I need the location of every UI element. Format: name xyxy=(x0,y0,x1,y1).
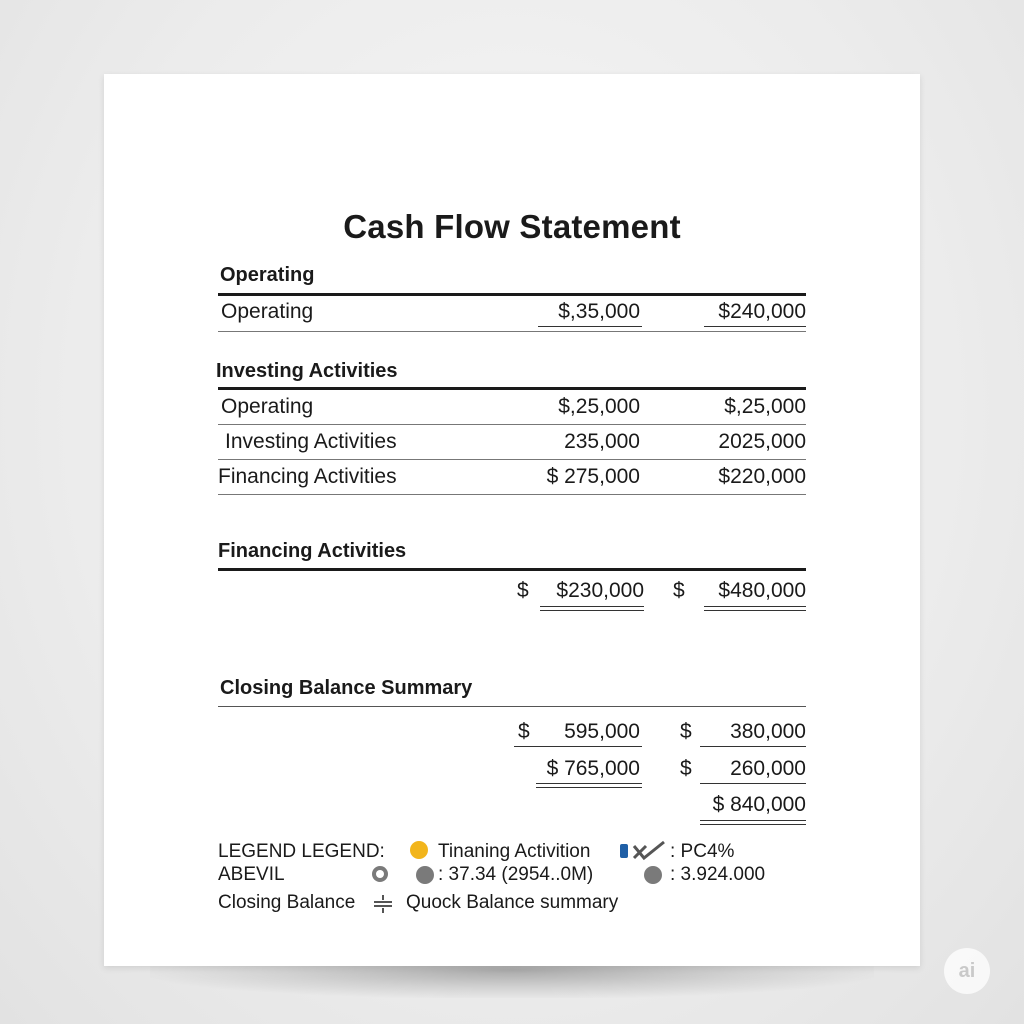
double-underline xyxy=(536,787,642,788)
underline xyxy=(700,783,806,784)
row-divider xyxy=(218,424,806,425)
row-divider xyxy=(218,331,806,332)
legend-item: : PC4% xyxy=(670,841,735,862)
row-value-prior: $220,000 xyxy=(718,465,806,488)
row-value-current: $ 275,000 xyxy=(546,465,640,488)
section-heading-investing: Investing Activities xyxy=(216,360,398,382)
gray-info-icon xyxy=(416,866,434,884)
document-title: Cash Flow Statement xyxy=(343,208,681,245)
row-label: Investing Activities xyxy=(225,430,397,453)
closing-value-prior: 260,000 xyxy=(730,757,806,780)
row-divider xyxy=(218,459,806,460)
closing-grand-total: $ 840,000 xyxy=(712,793,806,816)
legend-label: ABEVIL xyxy=(218,864,285,885)
double-underline xyxy=(704,610,806,611)
row-divider xyxy=(218,494,806,495)
section-rule xyxy=(218,568,806,571)
row-label: Operating xyxy=(221,395,314,418)
ai-watermark-badge: ai xyxy=(944,948,990,994)
double-underline xyxy=(540,610,644,611)
yellow-circle-icon xyxy=(410,841,428,859)
section-heading-operating: Operating xyxy=(220,264,315,286)
legend-title: LEGEND LEGEND: xyxy=(218,841,385,862)
row-label: Financing Activities xyxy=(218,465,397,488)
blue-bar-icon xyxy=(620,844,628,858)
document-page xyxy=(104,74,920,966)
row-value-prior: 2025,000 xyxy=(718,430,806,453)
currency-symbol: $ xyxy=(680,757,692,780)
currency-symbol: $ xyxy=(517,579,529,602)
section-rule xyxy=(218,293,806,296)
double-underline xyxy=(536,783,642,784)
total-value-prior: $480,000 xyxy=(718,579,806,602)
gray-link-icon xyxy=(644,866,662,884)
section-rule xyxy=(218,387,806,390)
currency-symbol: $ xyxy=(680,720,692,743)
closing-value-prior: 380,000 xyxy=(730,720,806,743)
row-value-prior: $,25,000 xyxy=(724,395,806,418)
underline xyxy=(700,746,806,747)
row-value-current: $,35,000 xyxy=(558,300,640,323)
double-underline xyxy=(540,606,644,607)
legend-item: Tinaning Activition xyxy=(438,841,591,862)
total-value-current: $230,000 xyxy=(556,579,644,602)
closing-value-current: $ 765,000 xyxy=(546,757,640,780)
row-label: Operating xyxy=(221,300,314,323)
underline xyxy=(514,746,642,747)
row-value-prior: $240,000 xyxy=(718,300,806,323)
currency-symbol: $ xyxy=(673,579,685,602)
balance-divide-icon xyxy=(372,892,394,914)
circle-inner-icon xyxy=(376,870,384,878)
double-underline xyxy=(704,606,806,607)
underline xyxy=(704,326,806,327)
legend-label: Closing Balance xyxy=(218,892,356,913)
check-cross-icon xyxy=(632,840,666,862)
currency-symbol: $ xyxy=(518,720,530,743)
legend-item: : 37.34 (2954..0M) xyxy=(438,864,594,885)
row-value-current: 235,000 xyxy=(564,430,640,453)
section-heading-financing: Financing Activities xyxy=(218,540,407,562)
legend-item: : 3.924.000 xyxy=(670,864,766,885)
section-rule xyxy=(218,706,806,707)
legend-item: Quock Balance summary xyxy=(406,892,619,913)
section-heading-closing: Closing Balance Summary xyxy=(220,677,473,699)
double-underline xyxy=(700,820,806,821)
closing-value-current: 595,000 xyxy=(564,720,640,743)
double-underline xyxy=(700,824,806,825)
underline xyxy=(538,326,642,327)
row-value-current: $,25,000 xyxy=(558,395,640,418)
